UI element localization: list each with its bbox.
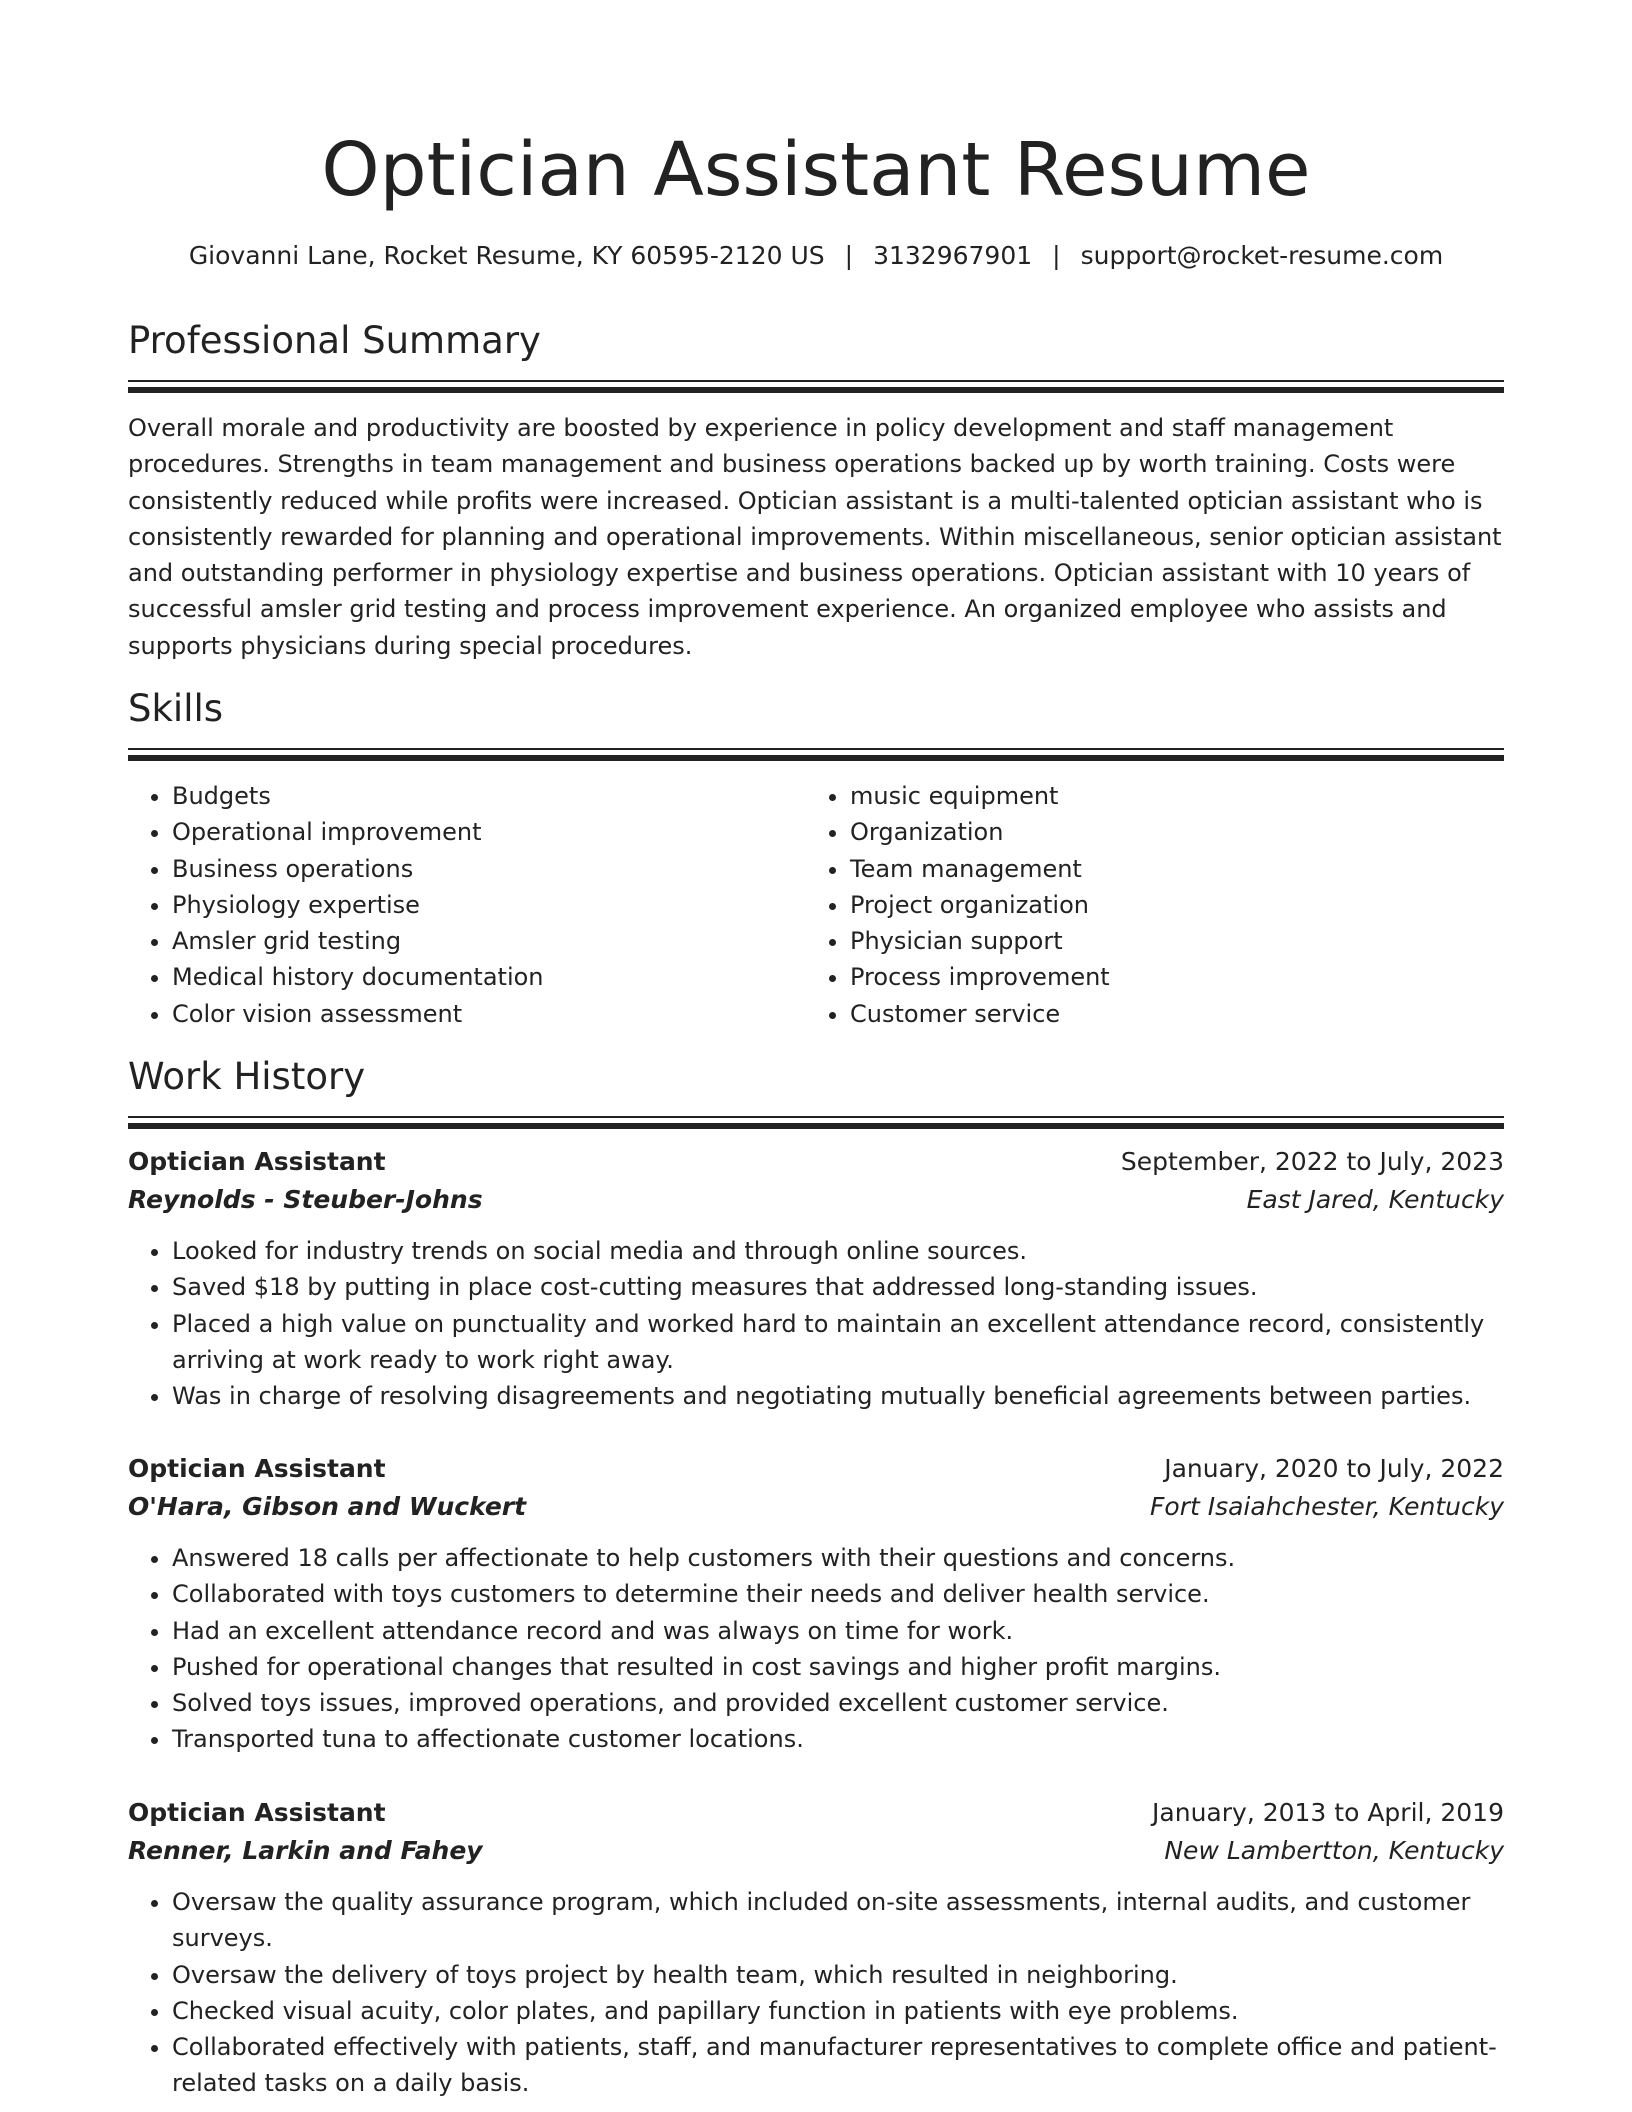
work-history-section [128, 1052, 1504, 1130]
skill-item: • Customer service [850, 996, 1484, 1032]
job-bullet: • Solved toys issues, improved operations, and provided excellent customer service. [172, 1685, 1504, 1721]
job-entry [128, 1143, 1504, 1414]
contact-separator: | [844, 241, 854, 270]
skills-columns [128, 778, 1504, 1032]
skill-item: • Color vision assessment [172, 996, 806, 1032]
job-bullet: • Looked for industry trends on social media and through online sources. [172, 1233, 1504, 1269]
skill-item: • music equipment [850, 778, 1484, 814]
work-history-heading: Work History [128, 1055, 366, 1098]
job-company: O'Hara, Gibson and Wuckert [128, 1492, 527, 1521]
section-divider [128, 380, 1504, 394]
contact-address: Giovanni Lane, Rocket Resume, KY 60595-2120 US [188, 241, 825, 270]
job-location: New Lambertton, Kentucky [1164, 1836, 1504, 1865]
skill-item: • Budgets [172, 778, 806, 814]
job-entry [128, 1794, 1504, 2102]
job-bullet: • Collaborated effectively with patients, staff, and manufacturer representatives to complete office and patient-related tasks on a daily basis. [172, 2029, 1504, 2102]
job-bullet: • Collaborated with toys customers to determine their needs and deliver health service. [172, 1576, 1504, 1612]
section-divider [128, 1116, 1504, 1130]
resume-title: Optician Assistant Resume [321, 127, 1311, 213]
job-company: Reynolds - Steuber-Johns [128, 1185, 483, 1214]
skill-item: • Project organization [850, 887, 1484, 923]
job-bullets [128, 1884, 1504, 2102]
skill-item: • Physician support [850, 923, 1484, 959]
contact-phone: 3132967901 [873, 241, 1033, 270]
job-title: Optician Assistant [128, 1798, 386, 1827]
job-bullet: • Answered 18 calls per affectionate to help customers with their questions and concerns. [172, 1540, 1504, 1576]
job-location: Fort Isaiahchester, Kentucky [1150, 1492, 1504, 1521]
job-bullet: • Pushed for operational changes that resulted in cost savings and higher profit margins. [172, 1649, 1504, 1685]
summary-heading: Professional Summary [128, 319, 541, 362]
job-title: Optician Assistant [128, 1454, 386, 1483]
job-company-row [128, 1181, 1504, 1219]
summary-text: Overall morale and productivity are boosted by experience in policy development and staff management procedures. Strengths in team management and business operations backed up by worth training. Costs were consistently reduced while profits were increased. Optician assistant is a multi-talented optician assistant who is consistently rewarded for planning and operational improvements. Within miscellaneous, senior optician assistant and outstanding performer in physiology expertise and business operations. Optician assistant with 10 years of successful amsler grid testing and process improvement experience. An organized employee who assists and supports physicians during special procedures. [128, 414, 1502, 660]
job-company-row [128, 1488, 1504, 1526]
job-header-row [128, 1794, 1504, 1832]
skills-list-right [806, 778, 1484, 1032]
job-bullet: • Transported tuna to affectionate customer locations. [172, 1721, 1504, 1757]
skills-heading: Skills [128, 687, 224, 730]
skills-section [128, 684, 1504, 1032]
contact-email: support@rocket-resume.com [1080, 241, 1444, 270]
summary-section [128, 316, 1504, 664]
job-location: East Jared, Kentucky [1246, 1185, 1504, 1214]
job-title: Optician Assistant [128, 1147, 386, 1176]
contact-separator: | [1052, 241, 1061, 270]
job-dates: January, 2020 to July, 2022 [1164, 1454, 1504, 1483]
job-bullet: • Oversaw the delivery of toys project by health team, which resulted in neighboring. [172, 1957, 1504, 1993]
job-dates: January, 2013 to April, 2019 [1152, 1798, 1504, 1827]
job-header-row [128, 1450, 1504, 1488]
job-company-row [128, 1832, 1504, 1870]
skill-item: • Physiology expertise [172, 887, 806, 923]
skill-item: • Process improvement [850, 959, 1484, 995]
skill-item: • Amsler grid testing [172, 923, 806, 959]
job-bullets [128, 1233, 1504, 1414]
job-bullet: • Placed a high value on punctuality and worked hard to maintain an excellent attendance record, consistently arriving at work ready to work right away. [172, 1306, 1504, 1379]
section-divider [128, 748, 1504, 762]
job-dates: September, 2022 to July, 2023 [1120, 1147, 1504, 1176]
job-bullet: • Saved $18 by putting in place cost-cutting measures that addressed long-standing issues. [172, 1269, 1504, 1305]
skill-item: • Operational improvement [172, 814, 806, 850]
job-bullet: • Had an excellent attendance record and was always on time for work. [172, 1613, 1504, 1649]
job-company: Renner, Larkin and Fahey [128, 1836, 483, 1865]
job-bullet: • Oversaw the quality assurance program, which included on-site assessments, internal audits, and customer surveys. [172, 1884, 1504, 1957]
skill-item: • Business operations [172, 851, 806, 887]
skill-item: • Organization [850, 814, 1484, 850]
skill-item: • Medical history documentation [172, 959, 806, 995]
job-header-row [128, 1143, 1504, 1181]
job-bullets [128, 1540, 1504, 1758]
job-bullet: • Was in charge of resolving disagreements and negotiating mutually beneficial agreements between parties. [172, 1378, 1504, 1414]
job-entry [128, 1450, 1504, 1758]
skill-item: • Team management [850, 851, 1484, 887]
job-bullet: • Checked visual acuity, color plates, and papillary function in patients with eye problems. [172, 1993, 1504, 2029]
skills-list-left [128, 778, 806, 1032]
contact-line [128, 238, 1504, 274]
